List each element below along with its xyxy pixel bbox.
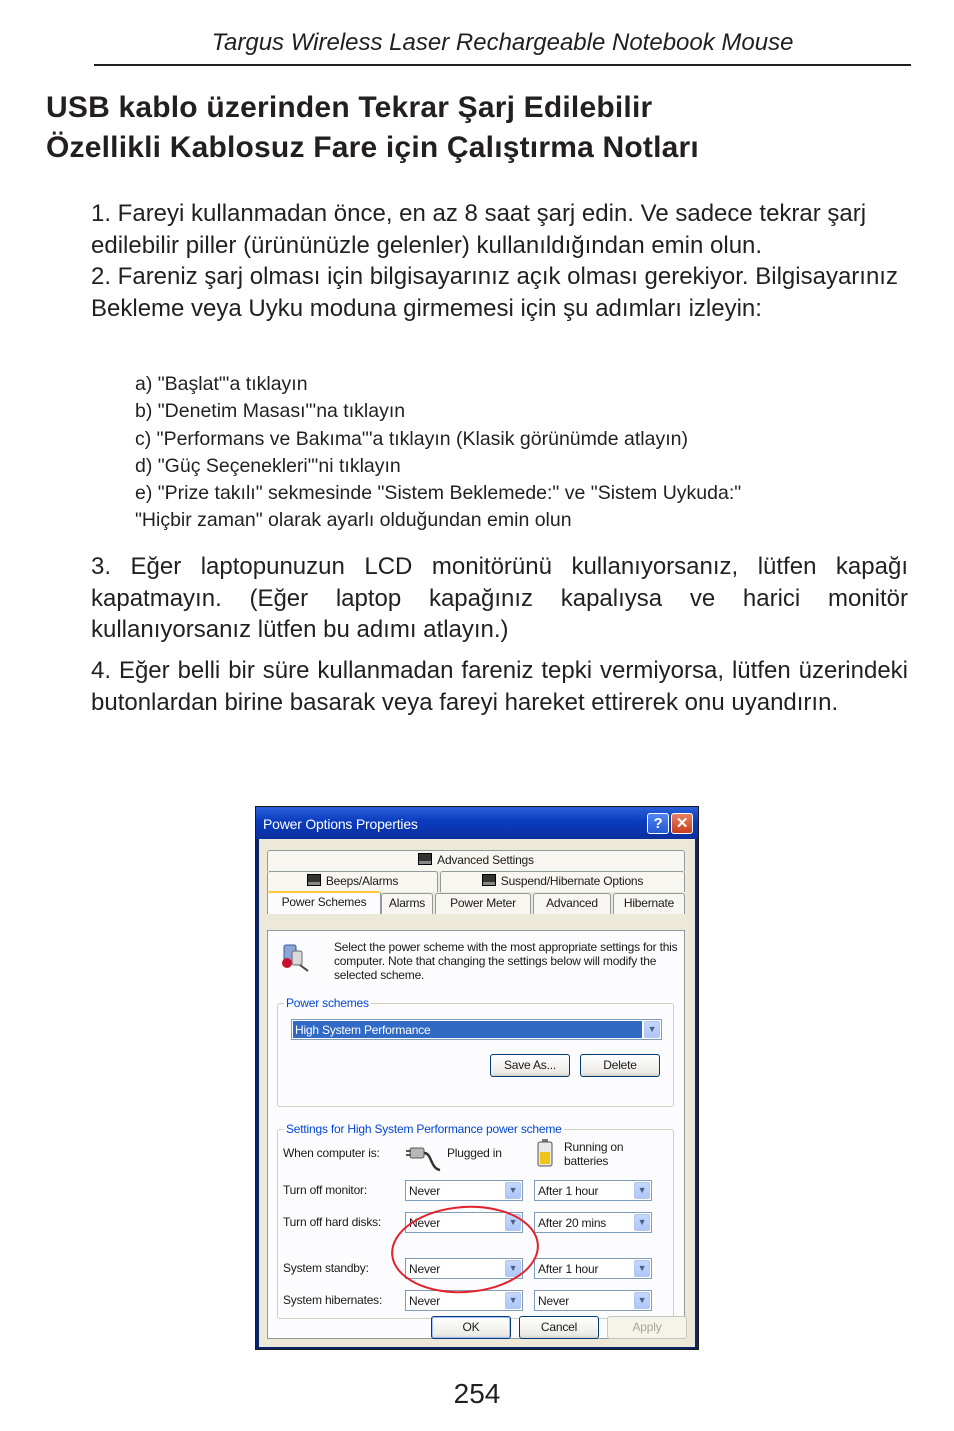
instruction-2: 2. Fareniz şarj olması için bilgisayarınız açık olması gerekiyor. Bilgisayarınız Bekleme veya Uyku moduna girmemesi için şu adımları izleyin: [91, 263, 898, 322]
monitor-plugged-select[interactable] [405, 1180, 523, 1201]
save-as-button[interactable]: Save As... [490, 1054, 570, 1077]
step-e-continued: "Hiçbir zaman" olarak ayarlı olduğundan emin olun [135, 509, 572, 532]
laptop-icon [482, 874, 496, 886]
power-scheme-select[interactable] [291, 1019, 662, 1040]
instruction-3: 3. Eğer laptopunuzun LCD monitörünü kullanıyorsanız, lütfen kapağı kapatmayın. (Eğer laptop kapağınız kapalıysa ve harici monitör kullanıyorsanız lütfen bu adımı atlayın.) [91, 553, 908, 643]
tab-suspend-hibernate[interactable] [440, 871, 685, 892]
plug-icon [406, 1140, 442, 1174]
step-b: b) "Denetim Masası"'na tıklayın [135, 400, 406, 423]
step-e: e) "Prize takılı" sekmesinde "Sistem Beklemede:" ve "Sistem Uykuda:" [135, 482, 742, 505]
ok-button[interactable]: OK [431, 1316, 511, 1339]
tab-label: Suspend/Hibernate Options [500, 874, 644, 888]
step-a: a) "Başlat"'a tıklayın [135, 373, 308, 395]
chevron-down-icon[interactable]: ▼ [505, 1292, 521, 1309]
tab-beeps-alarms[interactable] [267, 871, 438, 892]
scheme-description: Select the power scheme with the most appropriate settings for this computer. Note that changing the settings below will modify the selected scheme. [334, 940, 678, 982]
disks-plugged-value: Never [409, 1216, 441, 1230]
step-d: d) "Güç Seçenekleri"'ni tıklayın [135, 454, 401, 477]
disks-battery-select[interactable] [534, 1212, 652, 1233]
instruction-4: 4. Eğer belli bir süre kullanmadan fareniz tepki vermiyorsa, lütfen üzerindeki butonlardan birine basarak veya fareyi hareket ettirerek onu uyandırın. [91, 657, 908, 716]
hibernate-plugged-value: Never [409, 1294, 441, 1308]
step-list [135, 371, 895, 535]
tab-hibernate[interactable]: Hibernate [613, 893, 685, 914]
chevron-down-icon[interactable]: ▼ [634, 1182, 650, 1199]
power-schemes-label: Power schemes [286, 996, 369, 1010]
plugged-in-label: Plugged in [447, 1146, 502, 1160]
instruction-1: 1. Fareyi kullanmadan önce, en az 8 saat şarj edin. Ve sadece tekrar şarj edilebilir piller (ürününüzle gelenler) kullanıldığından emin olun. [91, 200, 867, 259]
chevron-down-icon[interactable]: ▼ [634, 1292, 650, 1309]
running-header: Targus Wireless Laser Rechargeable Notebook Mouse [211, 29, 794, 56]
power-scheme-value: High System Performance [293, 1021, 642, 1038]
when-computer-is-label: When computer is: [283, 1146, 380, 1160]
section-heading [46, 88, 926, 168]
tab-advanced[interactable]: Advanced [533, 893, 611, 914]
chevron-down-icon[interactable]: ▼ [505, 1214, 521, 1231]
chevron-down-icon[interactable]: ▼ [644, 1021, 660, 1038]
chevron-down-icon[interactable]: ▼ [505, 1260, 521, 1277]
heading-line-1: USB kablo üzerinden Tekrar Şarj Edilebilir [46, 91, 653, 124]
dialog-title: Power Options Properties [263, 816, 418, 832]
chevron-down-icon[interactable]: ▼ [505, 1182, 521, 1199]
tab-power-meter[interactable]: Power Meter [435, 893, 531, 914]
hibernate-battery-select[interactable] [534, 1290, 652, 1311]
laptop-icon [307, 874, 321, 886]
system-hibernates-label: System hibernates: [283, 1293, 383, 1307]
chevron-down-icon[interactable]: ▼ [634, 1214, 650, 1231]
tab-alarms[interactable]: Alarms [381, 893, 433, 914]
monitor-battery-value: After 1 hour [538, 1184, 599, 1198]
monitor-plugged-value: Never [409, 1184, 441, 1198]
tab-label: Advanced Settings [437, 853, 534, 867]
tab-label: Beeps/Alarms [325, 874, 399, 888]
step-c: c) "Performans ve Bakıma"'a tıklayın (Klasik görünümde atlayın) [135, 427, 688, 450]
page-number: 254 [453, 1378, 501, 1409]
monitor-battery-select[interactable] [534, 1180, 652, 1201]
close-button[interactable]: ✕ [671, 813, 693, 834]
system-standby-label: System standby: [283, 1261, 369, 1275]
instructions-intro [91, 198, 908, 324]
battery-icon [536, 1138, 554, 1168]
apply-button[interactable]: Apply [607, 1316, 687, 1339]
dialog-titlebar [256, 807, 698, 839]
running-on-batteries-label: Running on batteries [564, 1140, 624, 1168]
power-schemes-group [277, 996, 674, 1107]
settings-group-label: Settings for High System Performance power scheme [286, 1122, 562, 1136]
cancel-button[interactable]: Cancel [519, 1316, 599, 1339]
chevron-down-icon[interactable]: ▼ [634, 1260, 650, 1277]
disks-battery-value: After 20 mins [538, 1216, 607, 1230]
tab-power-schemes[interactable]: Power Schemes [267, 891, 381, 914]
delete-button[interactable]: Delete [580, 1054, 660, 1077]
standby-battery-value: After 1 hour [538, 1262, 599, 1276]
standby-plugged-value: Never [409, 1262, 441, 1276]
standby-battery-select[interactable] [534, 1258, 652, 1279]
hibernate-battery-value: Never [538, 1294, 570, 1308]
turn-off-monitor-label: Turn off monitor: [283, 1183, 367, 1197]
power-scheme-icon [278, 941, 312, 975]
turn-off-hard-disks-label: Turn off hard disks: [283, 1215, 382, 1229]
header-rule [94, 64, 911, 66]
heading-line-2: Özellikli Kablosuz Fare için Çalıştırma Notları [46, 131, 699, 164]
tab-advanced-settings[interactable] [267, 850, 685, 871]
laptop-icon [418, 853, 432, 865]
help-button[interactable]: ? [647, 813, 669, 834]
